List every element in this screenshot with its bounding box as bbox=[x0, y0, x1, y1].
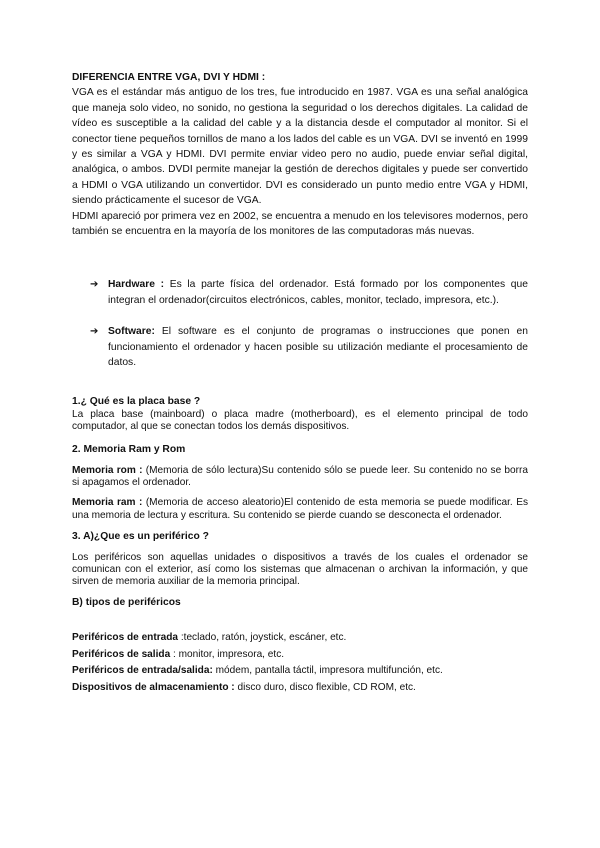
list-item bbox=[72, 663, 528, 680]
ram-description: (Memoria de acceso aleatorio)El contenido de esta memoria se puede modificar. Es una memoria de lectura y escritura. Su contenido se pierde cuando se desconecta el ordenador. bbox=[72, 497, 528, 521]
list-item-text: disco duro, disco flexible, CD ROM, etc. bbox=[234, 681, 416, 693]
bullet-term: Software: bbox=[108, 326, 155, 338]
list-item bbox=[72, 647, 528, 664]
list-item-text: : monitor, impresora, etc. bbox=[170, 648, 285, 660]
document-page bbox=[72, 70, 528, 696]
bullet-software bbox=[90, 324, 528, 370]
document-title: DIFERENCIA ENTRE VGA, DVI Y HDMI : bbox=[72, 72, 266, 83]
heading-periferico: 3. A)¿Que es un periférico ? bbox=[72, 530, 209, 542]
list-item-term: Periféricos de salida bbox=[72, 648, 171, 660]
definition-bullets bbox=[72, 277, 528, 370]
list-item-text: :teclado, ratón, joystick, escáner, etc. bbox=[178, 632, 347, 644]
bullet-hardware bbox=[90, 277, 528, 308]
rom-description: (Memoria de sólo lectura)Su contenido sólo se puede leer. Su contenido no se borra si apagamos el ordenador. bbox=[72, 464, 528, 489]
arrow-icon: ➔ bbox=[90, 279, 99, 291]
bullet-text: Es la parte física del ordenador. Está formado por los componentes que integran el ordenador(circuitos electrónicos, cables, monitor, teclado, impresora, etc.). bbox=[108, 279, 528, 306]
list-item-term: Periféricos de entrada bbox=[72, 632, 179, 644]
heading-placa-base: 1.¿ Qué es la placa base ? bbox=[72, 395, 201, 407]
list-item-term: Periféricos de entrada/salida: bbox=[72, 665, 213, 677]
heading-tipos-perifericos: B) tipos de periféricos bbox=[72, 597, 181, 609]
memoria-ram-text bbox=[72, 497, 528, 521]
intro-paragraph-vga-dvi: VGA es el estándar más antiguo de los tres, fue introducido en 1987. VGA es una señal analógica que maneja solo video, no sonido, no gestiona la seguridad o los derechos digitales. La calidad de vídeo es susceptible a la calidad del cable y a la distancia desde el computador al monitor. Si el conector tiene pequeños tornillos de mano a los lados del cable es un VGA. DVI se inventó en 1999 y es similar a VGA y HDMI. DVI permite enviar video pero no audio, puede enviar señal digital, analógica, o ambos. DVDI permite manejar la gestión de derechos digitales y puede ser convertido a HDMI o VGA utilizando un convertidor. DVI es considerado un punto medio entre VGA y HDMI, siendo prácticamente el sucesor de VGA. bbox=[72, 87, 528, 207]
questions-section bbox=[72, 395, 528, 697]
list-item bbox=[72, 680, 528, 697]
ram-term: Memoria ram : bbox=[72, 497, 143, 509]
list-item bbox=[72, 630, 528, 647]
list-item-term: Dispositivos de almacenamiento : bbox=[72, 681, 235, 693]
arrow-icon: ➔ bbox=[90, 326, 99, 338]
intro-paragraph-hdmi: HDMI apareció por primera vez en 2002, se encuentra a menudo en los televisores modernos, pero también se encuentra en la mayoría de los monitores de las computadoras más nuevas. bbox=[72, 210, 528, 238]
bullet-term: Hardware : bbox=[108, 279, 165, 291]
list-item-text: módem, pantalla táctil, impresora multifunción, etc. bbox=[212, 665, 443, 677]
memoria-rom-text bbox=[72, 465, 528, 489]
peripheral-types-list bbox=[72, 630, 528, 696]
placa-base-text: La placa base (mainboard) o placa madre (motherboard), es el elemento principal de todo computador, al que se conectan todos los demás dispositivos. bbox=[72, 408, 528, 432]
bullet-text: El software es el conjunto de programas o instrucciones que ponen en funcionamiento el ordenador y hacen posible su utilización mediante el procesamiento de datos. bbox=[108, 326, 528, 369]
periferico-text: Los periféricos son aquellas unidades o dispositivos a través de los cuales el ordenador se comunican con el exterior, así como los sistemas que almacenan o archivan la información, y que sirven de memoria auxiliar de la memoria principal. bbox=[72, 551, 528, 588]
rom-term: Memoria rom : bbox=[72, 464, 143, 476]
heading-memoria: 2. Memoria Ram y Rom bbox=[72, 443, 186, 455]
